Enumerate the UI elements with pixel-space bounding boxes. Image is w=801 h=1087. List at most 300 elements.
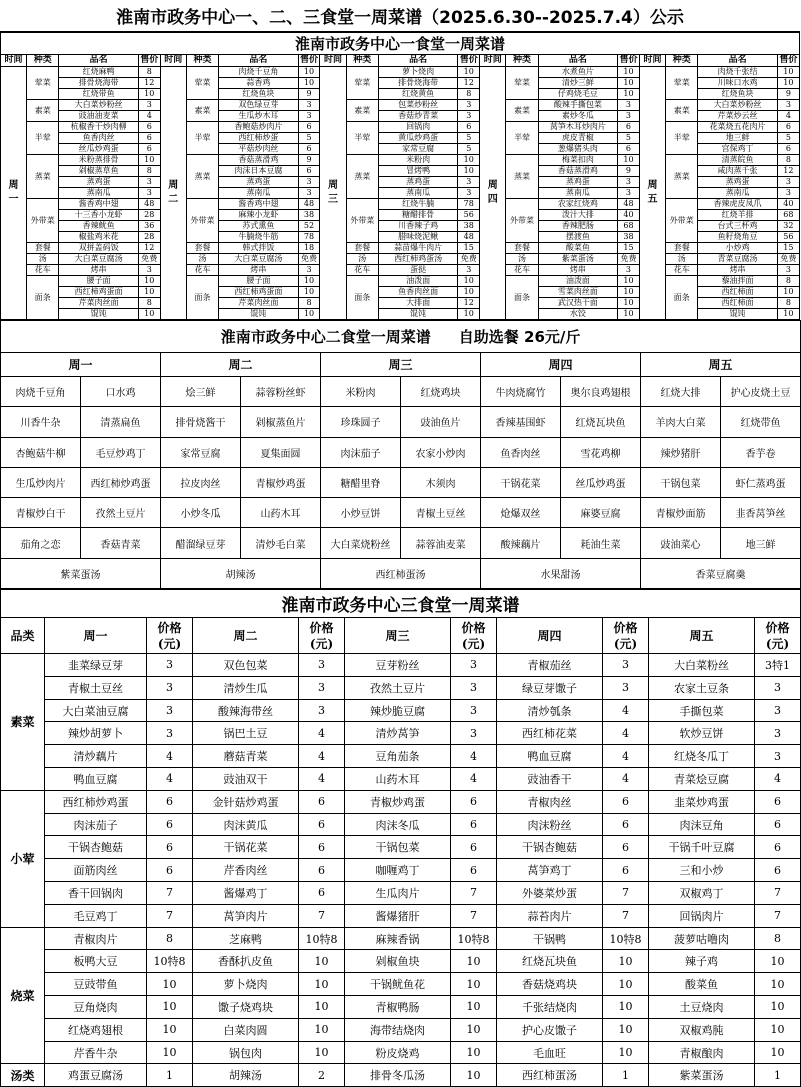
dish-name: 韭菜绿豆芽: [45, 654, 147, 677]
dish-price: 3: [618, 265, 640, 276]
dish-price: 6: [603, 836, 649, 859]
dish-name: 蒸南瓜: [378, 188, 457, 199]
canteen1-header-price: 售价: [140, 55, 159, 65]
dish-name: 香鲍菇炒肉片: [219, 122, 298, 133]
dish-name: 烤串: [538, 265, 617, 276]
dish-name: 蒸鸡蛋: [59, 177, 138, 188]
dish-price: 10特8: [603, 927, 649, 950]
dish-name: 杭椒香干炒肉柳: [59, 122, 138, 133]
dish-name: 胡辣汤: [193, 1064, 299, 1087]
dish-price: 8: [147, 927, 193, 950]
canteen1-category: 面条: [666, 276, 698, 320]
dish-name: 农家土豆条: [649, 676, 755, 699]
dish-price: 3: [147, 699, 193, 722]
dish-price: 6: [299, 836, 345, 859]
dish-price: 4: [299, 745, 345, 768]
dish-price: 7: [603, 882, 649, 905]
dish-name: 蒜苔肉片: [497, 904, 603, 927]
dish-price: 10: [298, 276, 320, 287]
dish-price: 6: [298, 166, 320, 177]
dish-name: 红烧瓦块鱼: [497, 950, 603, 973]
dish-name: 酸辣藕片: [481, 528, 561, 558]
dish-name: 西红柿炒鸡蛋: [45, 790, 147, 813]
dish-price: 8: [138, 67, 160, 78]
dish-name: 红烧麻鸭: [59, 67, 138, 78]
dish-name: 蒜蓉油麦菜: [401, 528, 481, 558]
dish-name: 拉皮肉丝: [161, 467, 241, 497]
dish-price: 3: [299, 676, 345, 699]
canteen2-subtitle: 自助选餐 26元/斤: [458, 328, 581, 346]
dish-name: 芝麻鸭: [193, 927, 299, 950]
dish-price: 免费: [138, 254, 160, 265]
dish-name: 香菇炒青菜: [378, 111, 457, 122]
dish-name: 清炒毛白菜: [241, 528, 321, 558]
dish-name: 西红柿花菜: [497, 722, 603, 745]
canteen3-menu-table: [0, 589, 801, 1087]
dish-price: 6: [299, 813, 345, 836]
dish-price: 12: [458, 78, 480, 89]
canteen2-title-cell: [1, 321, 801, 353]
dish-price: 10: [138, 89, 160, 100]
dish-name: 青椒土豆丝: [45, 676, 147, 699]
dish-price: 3: [458, 111, 480, 122]
canteen1-header-name: 品名: [698, 55, 777, 67]
dish-name: 芹菜炒云丝: [698, 111, 777, 122]
dish-name: 山药木耳: [345, 768, 451, 791]
canteen1-header-time: 时间: [1, 55, 27, 67]
dish-name: 锅包肉: [193, 1041, 299, 1064]
canteen1-header-price: 售价: [777, 55, 799, 67]
dish-name: 大白菜炒粉丝: [59, 100, 138, 111]
dish-price: 78: [458, 199, 480, 210]
dish-price: 3: [458, 265, 480, 276]
canteen1-category: 花车: [27, 265, 59, 276]
dish-name: 蒸鸡蛋: [698, 177, 777, 188]
canteen1-category: 套餐: [346, 243, 378, 254]
dish-name: 川味口水鸡: [698, 78, 777, 89]
dish-name: 生瓜炒肉片: [1, 467, 81, 497]
dish-price: 3: [138, 100, 160, 111]
dish-price: 3: [777, 100, 799, 111]
dish-price: 10: [298, 287, 320, 298]
dish-name: 孜然土豆片: [81, 498, 161, 528]
dish-price: 12: [138, 243, 160, 254]
dish-price: 6: [451, 836, 497, 859]
dish-price: 3: [755, 699, 801, 722]
dish-price: 7: [147, 882, 193, 905]
dish-price: 3: [755, 676, 801, 699]
soup-name: 西红柿蛋汤: [321, 558, 481, 588]
canteen2-day-header: 周三: [321, 353, 481, 377]
dish-name: 腊味烧泥鳅: [378, 232, 457, 243]
dish-price: 48: [458, 232, 480, 243]
dish-name: 香菇烧鸡块: [497, 973, 603, 996]
dish-price: 10: [755, 1041, 801, 1064]
dish-name: 豆芽粉丝: [345, 654, 451, 677]
dish-price: 48: [618, 199, 640, 210]
dish-name: 豆角烧肉: [45, 996, 147, 1019]
dish-name: 木须肉: [401, 467, 481, 497]
dish-name: 水饺: [538, 309, 617, 320]
canteen1-header-price: 售价: [459, 55, 478, 65]
dish-price: 10: [147, 1018, 193, 1041]
canteen2-menu-table: [0, 320, 801, 589]
dish-price: 1: [147, 1064, 193, 1087]
canteen1-day-1: 周 一: [1, 67, 27, 320]
dish-name: 西红柿炒鸡蛋: [81, 467, 161, 497]
dish-name: 十三香小龙虾: [59, 210, 138, 221]
canteen1-category: 面条: [346, 276, 378, 320]
dish-name: 蒸鸡蛋: [538, 177, 617, 188]
dish-name: 豉油菜心: [641, 528, 721, 558]
dish-name: 大排面: [378, 298, 457, 309]
dish-name: 红烧冬瓜丁: [649, 745, 755, 768]
dish-name: 台式三杯鸡: [698, 221, 777, 232]
dish-price: 10: [777, 78, 799, 89]
dish-price: 6: [147, 790, 193, 813]
canteen1-category: 荤菜: [346, 67, 378, 100]
dish-price: 3: [755, 722, 801, 745]
dish-price: 32: [777, 221, 799, 232]
canteen1-category: 荤菜: [186, 67, 218, 100]
dish-price: 7: [755, 904, 801, 927]
dish-name: 芹香肉丝: [193, 859, 299, 882]
dish-name: 香辣虎皮凤爪: [698, 199, 777, 210]
dish-name: 青椒茄丝: [497, 654, 603, 677]
dish-price: 3: [458, 188, 480, 199]
dish-price: 6: [755, 859, 801, 882]
canteen1-category: 蒸菜: [346, 155, 378, 199]
canteen1-category: 套餐: [666, 243, 698, 254]
dish-name: 青椒鸭肠: [345, 996, 451, 1019]
dish-name: 青椒炒鸡蛋: [345, 790, 451, 813]
dish-price: 10: [451, 973, 497, 996]
dish-price: 3: [138, 265, 160, 276]
dish-name: 西红柿鸡蛋面: [219, 287, 298, 298]
canteen1-category: 套餐: [186, 243, 218, 254]
dish-name: 青椒炒白干: [1, 498, 81, 528]
dish-name: 米粉肉: [321, 377, 401, 407]
dish-name: 包菜炒粉丝: [378, 100, 457, 111]
soup-name: 香菜豆腐羹: [641, 558, 801, 588]
dish-price: 10: [777, 309, 799, 320]
canteen1-category: 半荤: [27, 122, 59, 155]
dish-name: 香辣肥肠: [538, 221, 617, 232]
canteen2-day-header: 周四: [481, 353, 641, 377]
dish-price: 6: [755, 836, 801, 859]
dish-price: 3: [618, 111, 640, 122]
dish-name: 农家红烧鸡: [538, 199, 617, 210]
dish-name: 干锅包菜: [345, 836, 451, 859]
dish-name: 小炒鸡: [698, 243, 777, 254]
dish-name: 土豆烧肉: [649, 996, 755, 1019]
dish-name: 川香牛杂: [1, 407, 81, 437]
dish-name: 蒜苗爆牛肉片: [378, 243, 457, 254]
dish-name: 双椒鸡丁: [649, 882, 755, 905]
dish-price: 8: [138, 298, 160, 309]
dish-price: 48: [298, 199, 320, 210]
dish-name: 大白菜粉丝: [649, 654, 755, 677]
dish-name: 千张结烧肉: [497, 996, 603, 1019]
dish-name: 辣炒脆豆腐: [345, 699, 451, 722]
dish-price: 3: [777, 177, 799, 188]
dish-price: 48: [138, 199, 160, 210]
dish-name: 西红柿炒蛋: [219, 133, 298, 144]
dish-name: 红烧牛腩: [378, 199, 457, 210]
dish-name: 面筋肉丝: [45, 859, 147, 882]
dish-name: 莴笋木耳炒肉片: [538, 122, 617, 133]
dish-name: 水煮鱼片: [538, 67, 617, 78]
dish-price: 38: [618, 232, 640, 243]
dish-price: 10: [299, 950, 345, 973]
dish-name: 耗油生菜: [561, 528, 641, 558]
dish-price: 36: [138, 221, 160, 232]
dish-name: 米粉肉: [378, 155, 457, 166]
dish-price: 6: [299, 859, 345, 882]
dish-name: 西红柿蛋汤: [497, 1064, 603, 1087]
canteen1-header-type: 种类: [666, 55, 698, 67]
dish-name: 泼汁大排: [538, 210, 617, 221]
dish-price: 免费: [298, 254, 320, 265]
dish-name: 辣子鸡: [649, 950, 755, 973]
canteen1-header-name: 品名: [219, 55, 298, 67]
dish-name: 红烧大排: [641, 377, 721, 407]
dish-name: 红烧鸡块: [401, 377, 481, 407]
dish-name: 红烧带鱼: [59, 89, 138, 100]
dish-name: 清炒藕片: [45, 745, 147, 768]
canteen3-day-header: 周五: [649, 618, 755, 654]
canteen1-category: 素菜: [346, 100, 378, 122]
canteen3-header-price: 价格(元): [299, 618, 345, 654]
dish-price: 8: [138, 166, 160, 177]
dish-name: 椒盐鸡米花: [59, 232, 138, 243]
dish-price: 免费: [777, 254, 799, 265]
canteen1-day-5: 周 五: [639, 67, 665, 320]
dish-price: 10: [458, 309, 480, 320]
dish-name: 丝瓜炒鸡蛋: [59, 144, 138, 155]
dish-price: 3: [147, 722, 193, 745]
soup-name: 紫菜蛋汤: [1, 558, 161, 588]
canteen1-header-type: 种类: [27, 55, 59, 67]
dish-price: 10: [755, 1018, 801, 1041]
dish-name: 肉沫黄瓜: [193, 813, 299, 836]
dish-name: 大白菜炒粉丝: [698, 100, 777, 111]
dish-price: 9: [777, 89, 799, 100]
dish-name: 清蒸扁鱼: [81, 407, 161, 437]
dish-name: 韩式拌饭: [219, 243, 298, 254]
dish-price: 5: [777, 133, 799, 144]
dish-name: 小炒豆饼: [321, 498, 401, 528]
dish-name: 外婆菜炒蛋: [497, 882, 603, 905]
dish-price: 8: [777, 276, 799, 287]
dish-name: 茄角之恋: [1, 528, 81, 558]
canteen1-category: 半荤: [186, 122, 218, 155]
dish-name: 川香辣子鸡: [378, 221, 457, 232]
dish-price: 6: [603, 813, 649, 836]
dish-price: 4: [451, 745, 497, 768]
canteen1-category: 蒸菜: [27, 155, 59, 199]
dish-price: 3: [777, 188, 799, 199]
dish-name: 牛肉烧腐竹: [481, 377, 561, 407]
dish-price: 6: [138, 122, 160, 133]
canteen1-category: 外带菜: [506, 199, 538, 243]
dish-name: 葱爆猪头肉: [538, 144, 617, 155]
dish-price: 10: [618, 67, 640, 78]
dish-price: 1: [755, 1064, 801, 1087]
dish-price: 5: [618, 133, 640, 144]
dish-name: 奥尔良鸡翅根: [561, 377, 641, 407]
dish-name: 宫保鸡丁: [698, 144, 777, 155]
dish-price: 10: [603, 996, 649, 1019]
dish-name: 肉烧千张结: [698, 67, 777, 78]
dish-name: 排骨烧酱干: [161, 407, 241, 437]
dish-name: 大白菜豆腐汤: [219, 254, 298, 265]
dish-price: 6: [618, 122, 640, 133]
dish-name: 虎皮青椒: [538, 133, 617, 144]
dish-name: 油泼面: [538, 276, 617, 287]
dish-name: 孜然土豆片: [345, 676, 451, 699]
dish-name: 肉烧千豆角: [1, 377, 81, 407]
canteen1-category: 蒸菜: [506, 155, 538, 199]
dish-name: 红烧带鱼: [721, 407, 801, 437]
dish-name: 西红柿面: [698, 287, 777, 298]
dish-name: 肉沫粉丝: [497, 813, 603, 836]
dish-name: 西红柿面: [698, 298, 777, 309]
dish-price: 4: [603, 745, 649, 768]
dish-name: 油泼面: [378, 276, 457, 287]
dish-name: 鱼籽烧角豆: [698, 232, 777, 243]
dish-name: 豉油香干: [497, 768, 603, 791]
dish-name: 酱香鸡中翅: [59, 199, 138, 210]
dish-price: 4: [603, 722, 649, 745]
dish-name: 鱼香肉丝面: [378, 287, 457, 298]
dish-price: 4: [299, 722, 345, 745]
dish-price: 38: [458, 221, 480, 232]
dish-price: 3: [298, 265, 320, 276]
dish-price: 10: [299, 1018, 345, 1041]
dish-name: 排骨烧海带: [59, 78, 138, 89]
dish-price: 7: [451, 904, 497, 927]
dish-price: 10: [451, 1064, 497, 1087]
dish-name: 毛豆炒鸡丁: [81, 437, 161, 467]
dish-price: 15: [618, 243, 640, 254]
dish-price: 10特8: [147, 950, 193, 973]
dish-name: 莴笋肉片: [193, 904, 299, 927]
dish-name: 香辣基围虾: [481, 407, 561, 437]
dish-price: 3: [298, 111, 320, 122]
dish-price: 10: [603, 1041, 649, 1064]
dish-price: 10: [458, 276, 480, 287]
dish-name: 炝爆双丝: [481, 498, 561, 528]
dish-price: 3: [451, 699, 497, 722]
dish-name: 红烧鱼块: [698, 89, 777, 100]
dish-price: 56: [458, 210, 480, 221]
dish-name: 莴笋鸡丁: [497, 859, 603, 882]
canteen3-category: 素菜: [1, 654, 45, 791]
dish-name: 肉沫茄子: [45, 813, 147, 836]
dish-name: 牛腩烧牛筋: [219, 232, 298, 243]
dish-name: 排骨冬瓜汤: [345, 1064, 451, 1087]
dish-name: 锅巴土豆: [193, 722, 299, 745]
dish-price: 3: [618, 188, 640, 199]
dish-name: 烩三鲜: [161, 377, 241, 407]
dish-price: 7: [755, 882, 801, 905]
dish-price: 3: [618, 177, 640, 188]
dish-name: 辣炒胡萝卜: [45, 722, 147, 745]
dish-name: 酸辣手撕包菜: [538, 100, 617, 111]
dish-price: 9: [298, 89, 320, 100]
canteen3-title: 淮南市政务中心三食堂一周菜谱: [1, 590, 801, 618]
dish-name: 手撕包菜: [649, 699, 755, 722]
dish-name: 红烧羊排: [698, 210, 777, 221]
dish-name: 鸭血豆腐: [497, 745, 603, 768]
dish-name: 糖醋里脊: [321, 467, 401, 497]
dish-price: 15: [458, 243, 480, 254]
dish-name: 香菇青菜: [81, 528, 161, 558]
dish-name: 馓子烧鸡块: [193, 996, 299, 1019]
dish-price: 5: [458, 144, 480, 155]
dish-name: 豉油油麦菜: [59, 111, 138, 122]
dish-name: 板鸭大豆: [45, 950, 147, 973]
dish-price: 3: [298, 100, 320, 111]
canteen1-category: 半荤: [346, 122, 378, 155]
dish-price: 40: [777, 199, 799, 210]
dish-price: 3: [755, 745, 801, 768]
dish-name: 清炒生瓜: [193, 676, 299, 699]
canteen3-day-header: 周四: [497, 618, 603, 654]
dish-name: 青椒炒面筋: [641, 498, 721, 528]
dish-name: 馄饨: [378, 309, 457, 320]
dish-price: 10: [147, 1041, 193, 1064]
canteen1-header-time: 时间: [320, 55, 346, 67]
dish-price: 6: [298, 122, 320, 133]
dish-price: 10: [777, 287, 799, 298]
dish-name: 芹香牛杂: [45, 1041, 147, 1064]
dish-name: 干锅花菜: [193, 836, 299, 859]
dish-name: 醋溜绿豆芽: [161, 528, 241, 558]
dish-name: 干锅包菜: [641, 467, 721, 497]
dish-price: 28: [138, 232, 160, 243]
dish-price: 10: [603, 950, 649, 973]
dish-name: 菠萝咕噜肉: [649, 927, 755, 950]
dish-name: 干锅鱿鱼花: [345, 973, 451, 996]
dish-name: 萝卜烧肉: [193, 973, 299, 996]
dish-name: 芹菜肉丝面: [59, 298, 138, 309]
dish-name: 豆豉带鱼: [45, 973, 147, 996]
dish-price: 56: [777, 232, 799, 243]
dish-price: 6: [603, 859, 649, 882]
canteen2-day-header: 周一: [1, 353, 161, 377]
dish-name: 青椒酿肉: [649, 1041, 755, 1064]
dish-name: 西红柿鸡蛋面: [59, 287, 138, 298]
dish-price: 3: [138, 188, 160, 199]
dish-name: 平菇炒肉丝: [219, 144, 298, 155]
dish-price: 3: [603, 654, 649, 677]
dish-price: 4: [451, 768, 497, 791]
dish-name: 丝瓜炒鸡蛋: [561, 467, 641, 497]
canteen1-category: 面条: [186, 276, 218, 320]
dish-name: 素炒冬瓜: [538, 111, 617, 122]
dish-name: 红烧鱼块: [219, 89, 298, 100]
dish-name: 鱼香肉丝: [481, 437, 561, 467]
canteen1-header-time: 时间: [480, 55, 506, 67]
dish-price: 7: [299, 904, 345, 927]
dish-name: 护心皮烧土豆: [721, 377, 801, 407]
dish-price: 8: [298, 298, 320, 309]
dish-name: 蒜蓉粉丝虾: [241, 377, 321, 407]
dish-price: 6: [147, 813, 193, 836]
dish-name: 馄饨: [59, 309, 138, 320]
